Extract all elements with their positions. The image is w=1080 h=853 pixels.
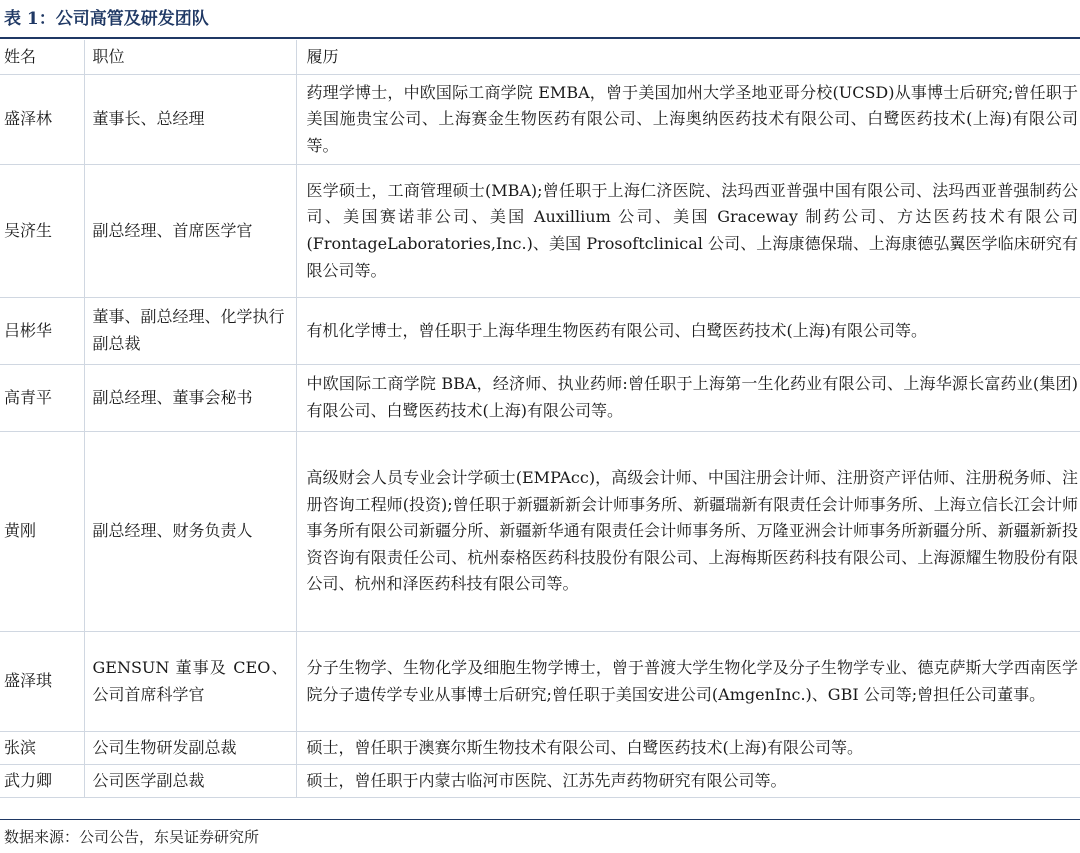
table-row bbox=[0, 732, 1080, 765]
cell-resume: 硕士，曾任职于澳赛尔斯生物技术有限公司、白鹭医药技术(上海)有限公司等。 bbox=[296, 732, 1080, 765]
cell-resume: 药理学博士，中欧国际工商学院 EMBA，曾于美国加州大学圣地亚哥分校(UCSD)从事博士后研究;曾任职于美国施贵宝公司、上海赛金生物医药有限公司、上海奥纳医药技术有限公司、白鹭医药技术(上海)有限公司等。 bbox=[296, 75, 1080, 165]
cell-resume: 分子生物学、生物化学及细胞生物学博士，曾于普渡大学生物化学及分子生物学专业、德克萨斯大学西南医学院分子遗传学专业从事博士后研究;曾任职于美国安进公司(AmgenInc.)、GBI 公司等;曾担任公司董事。 bbox=[296, 632, 1080, 732]
cell-name: 吕彬华 bbox=[0, 298, 84, 365]
table-row bbox=[0, 765, 1080, 798]
cell-position: 董事长、总经理 bbox=[84, 75, 296, 165]
cell-name: 黄刚 bbox=[0, 432, 84, 632]
source-note: 数据来源：公司公告，东吴证券研究所 bbox=[4, 828, 260, 846]
cell-name: 盛泽琪 bbox=[0, 632, 84, 732]
cell-position: 董事、副总经理、化学执行副总裁 bbox=[84, 298, 296, 365]
cell-name: 武力卿 bbox=[0, 765, 84, 798]
table-row bbox=[0, 432, 1080, 632]
header-row bbox=[0, 40, 1080, 75]
table-row bbox=[0, 298, 1080, 365]
header-name: 姓名 bbox=[0, 40, 84, 75]
cell-position: 公司医学副总裁 bbox=[84, 765, 296, 798]
table-row bbox=[0, 75, 1080, 165]
cell-resume: 中欧国际工商学院 BBA，经济师、执业药师:曾任职于上海第一生化药业有限公司、上海华源长富药业(集团)有限公司、白鹭医药技术(上海)有限公司等。 bbox=[296, 365, 1080, 432]
table-caption: 表 1：公司高管及研发团队 bbox=[4, 9, 209, 29]
header-resume: 履历 bbox=[296, 40, 1080, 75]
cell-name: 盛泽林 bbox=[0, 75, 84, 165]
cell-position: 副总经理、董事会秘书 bbox=[84, 365, 296, 432]
table-row bbox=[0, 365, 1080, 432]
caption-rule bbox=[0, 37, 1080, 39]
header-position: 职位 bbox=[84, 40, 296, 75]
table-row bbox=[0, 165, 1080, 298]
cell-position: GENSUN 董事及 CEO、公司首席科学官 bbox=[84, 632, 296, 732]
cell-name: 高青平 bbox=[0, 365, 84, 432]
cell-name: 张滨 bbox=[0, 732, 84, 765]
cell-position: 副总经理、首席医学官 bbox=[84, 165, 296, 298]
cell-position: 公司生物研发副总裁 bbox=[84, 732, 296, 765]
cell-resume: 医学硕士，工商管理硕士(MBA);曾任职于上海仁济医院、法玛西亚普强中国有限公司、法玛西亚普强制药公司、美国赛诺菲公司、美国 Auxillium 公司、美国 Graceway 制药公司、方达医药技术有限公司(FrontageLaboratories,Inc.)、美国 Prosoftclinical 公司、上海康德保瑞、上海康德弘翼医学临床研究有限公司等。 bbox=[296, 165, 1080, 298]
cell-position: 副总经理、财务负责人 bbox=[84, 432, 296, 632]
table-row bbox=[0, 632, 1080, 732]
table-bottom-rule bbox=[0, 819, 1080, 820]
cell-resume: 高级财会人员专业会计学硕士(EMPAcc)，高级会计师、中国注册会计师、注册资产评估师、注册税务师、注册咨询工程师(投资);曾任职于新疆新新会计师事务所、新疆瑞新有限责任会计师事务所、上海立信长江会计师事务所有限公司新疆分所、新疆新华通有限责任会计师事务所、万隆亚洲会计师事务所新疆分所、新疆新新投资咨询有限责任公司、杭州泰格医药科技股份有限公司、上海梅斯医药科技有限公司、上海源耀生物股份有限公司、杭州和泽医药科技有限公司等。 bbox=[296, 432, 1080, 632]
cell-resume: 硕士，曾任职于内蒙古临河市医院、江苏先声药物研究有限公司等。 bbox=[296, 765, 1080, 798]
cell-resume: 有机化学博士，曾任职于上海华理生物医药有限公司、白鹭医药技术(上海)有限公司等。 bbox=[296, 298, 1080, 365]
cell-name: 吴济生 bbox=[0, 165, 84, 298]
executive-table bbox=[0, 40, 1080, 798]
